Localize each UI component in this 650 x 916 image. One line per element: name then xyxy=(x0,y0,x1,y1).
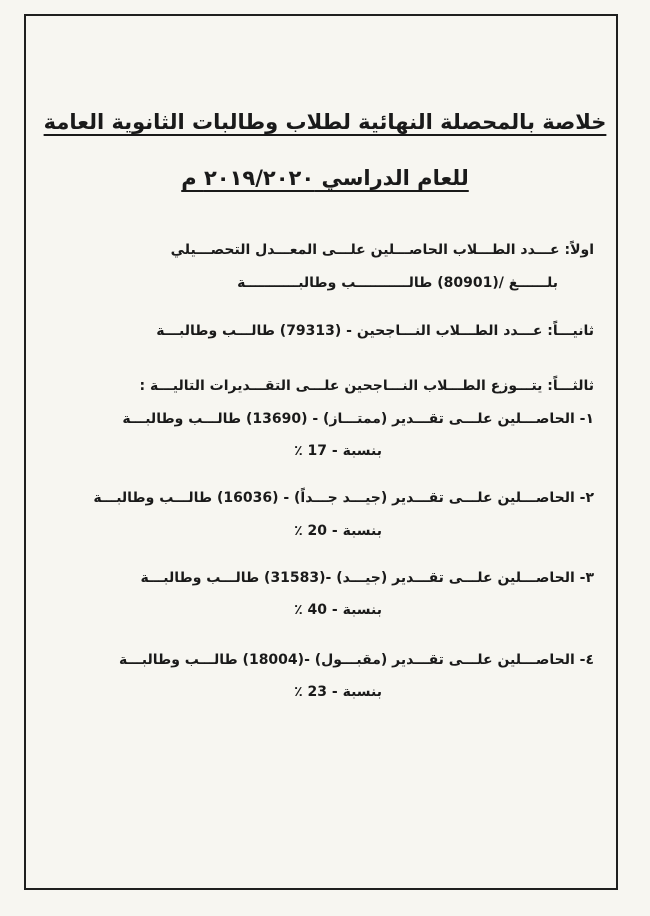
first-section-line-1: اولاً: عـــدد الطـــلاب الحاصـــلين علـــى المعـــدل التحصـــيلي xyxy=(170,242,594,258)
grade-very-good-line: ٢- الحاصـــلين علـــى تقـــدير (جيـــد جـــداً) - (16036) طالـــب وطالبـــة xyxy=(93,490,594,506)
third-section-intro: ثالثـــاً: يتـــوزع الطـــلاب النـــاجحين علـــى التقـــديرات التاليـــة : xyxy=(139,378,594,394)
grade-good-line: ٣- الحاصـــلين علـــى تقـــدير (جيـــد) -(31583) طالـــب وطالبـــة xyxy=(140,570,594,586)
grade-good-percent: بنسبة - 40 ٪ xyxy=(294,602,382,618)
grade-acceptable-line: ٤- الحاصـــلين علـــى تقـــدير (مقبـــول) -(18004) طالـــب وطالبـــة xyxy=(118,652,594,668)
document-title: خلاصة بالمحصلة النهائية لطلاب وطالبات الثانوية العامة xyxy=(43,110,607,134)
grade-excellent-percent: بنسبة - 17 ٪ xyxy=(294,443,382,459)
academic-year-title: للعام الدراسي ٢٠١٩/٢٠٢٠ م xyxy=(181,166,469,190)
second-section-line: ثانيـــاً: عـــدد الطـــلاب النـــاجحين - (79313) طالـــب وطالبـــة xyxy=(156,323,594,339)
grade-acceptable-percent: بنسبة - 23 ٪ xyxy=(294,684,382,700)
grade-very-good-percent: بنسبة - 20 ٪ xyxy=(294,523,382,539)
first-section-line-2: بلــــــغ /(80901) طالـــــــــــب وطالبـــــــــــة xyxy=(237,275,558,291)
grade-excellent-line: ١- الحاصـــلين علـــى تقـــدير (ممتـــاز) - (13690) طالـــب وطالبـــة xyxy=(122,411,594,427)
